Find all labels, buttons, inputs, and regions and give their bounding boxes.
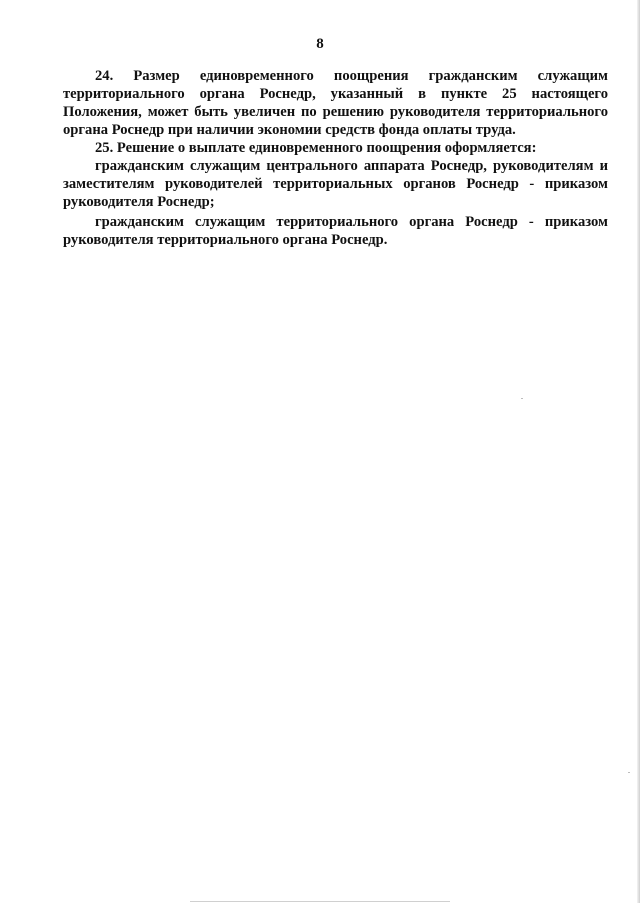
document-body [63, 67, 608, 249]
page-number: 8 [316, 36, 324, 52]
scan-speck [521, 398, 523, 399]
paragraph-central-apparatus: гражданским служащим центрального аппарата Роснедр, руководителям и заместителям руководителей территориальных органов Роснедр - приказом руководителя Роснедр; [63, 158, 608, 210]
paragraph-territorial-organ: гражданским служащим территориального органа Роснедр - приказом руководителя территориального органа Роснедр. [63, 214, 608, 248]
paragraph-25: 25. Решение о выплате единовременного поощрения оформляется: [95, 140, 537, 156]
scan-bottom-line [190, 901, 450, 902]
scan-speck [628, 772, 630, 773]
paragraph-24: 24. Размер единовременного поощрения гражданским служащим территориального органа Роснедр, указанный в пункте 25 настоящего Положения, может быть увеличен по решению руководителя территориального органа Роснедр при наличии экономии средств фонда оплаты труда. [63, 68, 608, 138]
